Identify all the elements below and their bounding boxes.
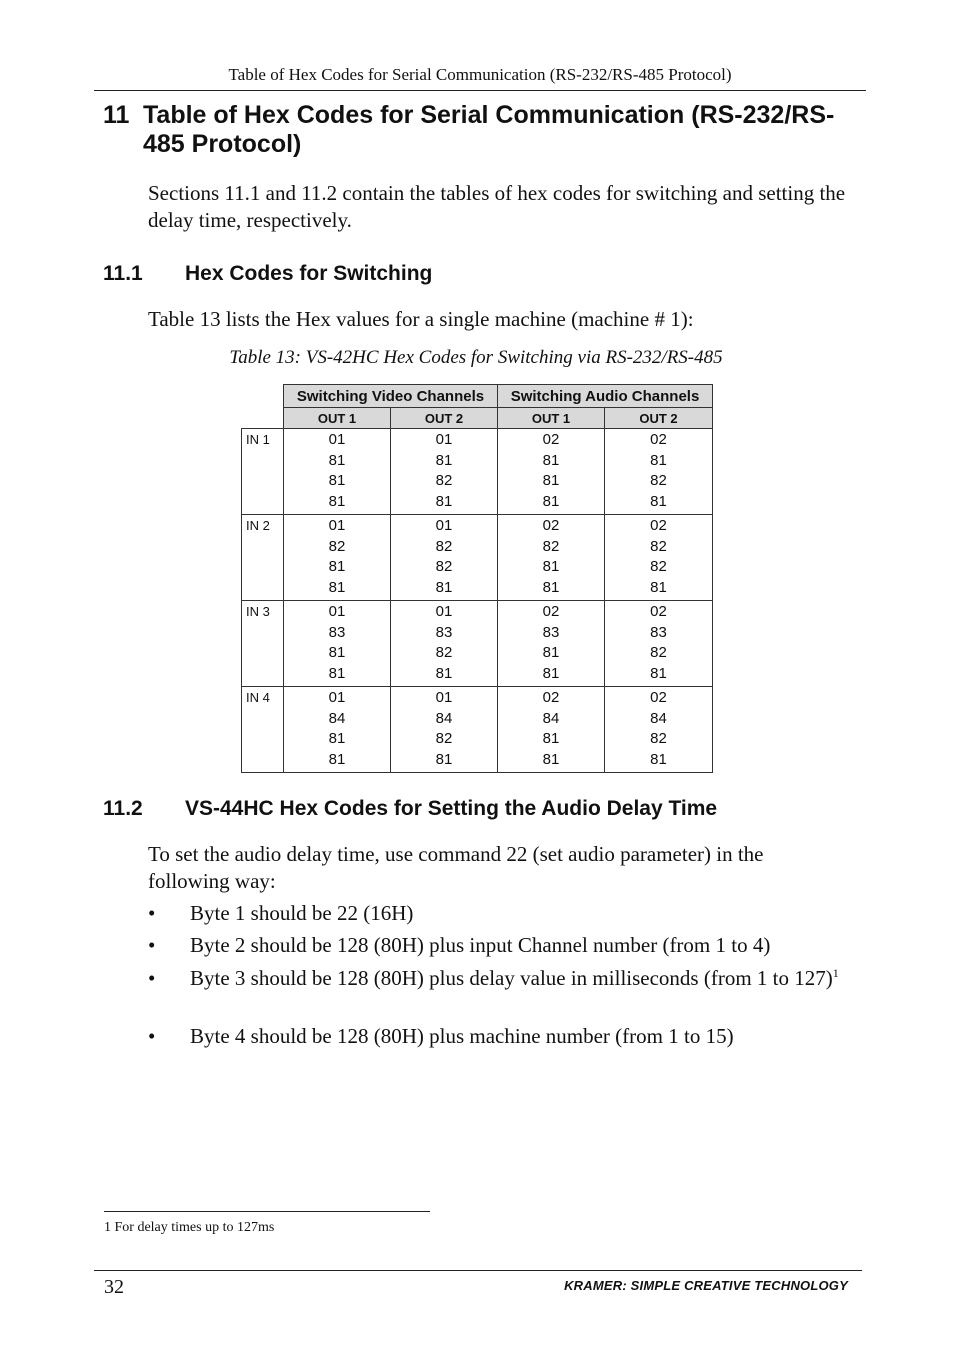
hex-cell bbox=[605, 515, 713, 601]
hex-byte: 81 bbox=[650, 492, 667, 510]
hex-cell bbox=[391, 515, 498, 601]
hex-cell bbox=[284, 515, 391, 601]
hex-byte: 81 bbox=[542, 451, 560, 469]
bullet-text: Byte 2 should be 128 (80H) plus input Channel number (from 1 to 4) bbox=[190, 933, 771, 957]
hex-cell bbox=[498, 687, 605, 773]
hex-byte: 84 bbox=[435, 709, 453, 727]
footer-brand: KRAMER: SIMPLE CREATIVE TECHNOLOGY bbox=[564, 1278, 848, 1293]
column-header: OUT 2 bbox=[391, 408, 498, 429]
section-11-1-title: Hex Codes for Switching bbox=[185, 262, 433, 285]
bullet-symbol: • bbox=[148, 966, 156, 990]
hex-byte: 81 bbox=[435, 664, 453, 682]
footer-rule bbox=[94, 1270, 862, 1271]
hex-byte: 81 bbox=[328, 578, 346, 596]
section-11-2-lead: To set the audio delay time, use command 22 (set audio parameter) in the following way: bbox=[148, 842, 764, 893]
table-row bbox=[242, 515, 713, 601]
column-header: OUT 1 bbox=[284, 408, 391, 429]
hex-byte: 81 bbox=[650, 664, 667, 682]
row-label: IN 4 bbox=[242, 687, 284, 773]
column-header: OUT 2 bbox=[605, 408, 713, 429]
table-group-header-row bbox=[242, 385, 713, 408]
section-11-heading bbox=[103, 101, 863, 159]
hex-codes-table bbox=[241, 384, 713, 773]
hex-cell bbox=[284, 687, 391, 773]
hex-cell bbox=[605, 687, 713, 773]
hex-byte: 02 bbox=[650, 689, 667, 706]
hex-cell bbox=[498, 515, 605, 601]
section-11-1-number: 11.1 bbox=[103, 262, 143, 285]
hex-cell bbox=[391, 687, 498, 773]
section-11-2-title: VS-44HC Hex Codes for Setting the Audio Delay Time bbox=[185, 797, 718, 820]
bullet-text: Byte 3 should be 128 (80H) plus delay value in milliseconds (from 1 to 127) bbox=[190, 966, 833, 990]
hex-cell bbox=[391, 429, 498, 515]
footnote-rule bbox=[104, 1211, 430, 1212]
row-label: IN 3 bbox=[242, 601, 284, 687]
hex-byte: 81 bbox=[435, 578, 453, 596]
hex-byte: 81 bbox=[328, 664, 346, 682]
hex-byte: 82 bbox=[650, 537, 667, 555]
hex-byte: 02 bbox=[542, 603, 560, 620]
hex-byte: 83 bbox=[542, 623, 560, 641]
hex-byte: 81 bbox=[542, 492, 560, 510]
hex-byte: 82 bbox=[650, 558, 667, 575]
hex-cell bbox=[605, 601, 713, 687]
hex-byte: 02 bbox=[542, 689, 560, 706]
hex-byte: 82 bbox=[328, 537, 346, 555]
section-11-2-number: 11.2 bbox=[103, 797, 143, 820]
row-label: IN 1 bbox=[242, 429, 284, 515]
table-out-header-row bbox=[242, 408, 713, 429]
hex-byte: 84 bbox=[328, 709, 346, 727]
hex-byte: 81 bbox=[542, 664, 560, 682]
hex-byte: 81 bbox=[328, 750, 346, 768]
section-11-1-lead: Table 13 lists the Hex values for a single machine (machine # 1): bbox=[148, 307, 694, 331]
hex-byte: 83 bbox=[435, 623, 453, 641]
hex-byte: 02 bbox=[650, 603, 667, 620]
hex-byte: 82 bbox=[435, 558, 453, 575]
hex-cell bbox=[284, 429, 391, 515]
hex-byte: 01 bbox=[435, 431, 453, 448]
bullet-symbol: • bbox=[148, 901, 156, 925]
hex-byte: 01 bbox=[328, 603, 346, 620]
bullet-item bbox=[148, 900, 848, 927]
footnote-marker[interactable]: 1 bbox=[832, 966, 839, 980]
table-row bbox=[242, 601, 713, 687]
hex-byte: 02 bbox=[542, 431, 560, 448]
hex-cell bbox=[498, 429, 605, 515]
header-rule bbox=[94, 90, 866, 91]
table-corner bbox=[242, 385, 284, 408]
hex-byte: 81 bbox=[542, 472, 560, 489]
table-corner bbox=[242, 408, 284, 429]
hex-byte: 81 bbox=[435, 492, 453, 510]
group-header-audio: Switching Audio Channels bbox=[498, 385, 713, 408]
footnote: 1 For delay times up to 127ms bbox=[104, 1220, 275, 1235]
hex-byte: 81 bbox=[542, 644, 560, 661]
hex-byte: 01 bbox=[435, 689, 453, 706]
hex-cell bbox=[284, 601, 391, 687]
section-11-intro: Sections 11.1 and 11.2 contain the tables of hex codes for switching and setting the delay time, respectively. bbox=[148, 181, 846, 232]
hex-byte: 84 bbox=[542, 709, 560, 727]
table-caption: Table 13: VS-42HC Hex Codes for Switching via RS-232/RS-485 bbox=[229, 347, 723, 368]
hex-byte: 82 bbox=[435, 472, 453, 489]
hex-byte: 01 bbox=[328, 689, 346, 706]
hex-byte: 81 bbox=[650, 578, 667, 596]
bullet-item bbox=[148, 1023, 848, 1050]
hex-byte: 01 bbox=[435, 517, 453, 534]
bullet-item bbox=[148, 932, 848, 959]
hex-byte: 84 bbox=[650, 709, 667, 727]
bullet-text: Byte 4 should be 128 (80H) plus machine number (from 1 to 15) bbox=[190, 1024, 734, 1048]
hex-byte: 81 bbox=[328, 644, 346, 661]
hex-byte: 82 bbox=[435, 730, 453, 747]
hex-cell bbox=[498, 601, 605, 687]
column-header: OUT 1 bbox=[498, 408, 605, 429]
hex-byte: 82 bbox=[650, 644, 667, 661]
hex-byte: 01 bbox=[328, 517, 346, 534]
bullet-item bbox=[148, 965, 848, 992]
hex-byte: 81 bbox=[542, 750, 560, 768]
row-label: IN 2 bbox=[242, 515, 284, 601]
hex-byte: 01 bbox=[328, 431, 346, 448]
hex-byte: 81 bbox=[435, 750, 453, 768]
hex-byte: 81 bbox=[328, 730, 346, 747]
hex-cell bbox=[605, 429, 713, 515]
table-row bbox=[242, 687, 713, 773]
page-number: 32 bbox=[104, 1276, 124, 1298]
hex-byte: 81 bbox=[328, 451, 346, 469]
section-11-title: Table of Hex Codes for Serial Communication (RS-232/RS-485 Protocol) bbox=[143, 101, 835, 158]
hex-byte: 02 bbox=[650, 431, 667, 448]
hex-byte: 82 bbox=[542, 537, 560, 555]
hex-byte: 81 bbox=[328, 472, 346, 489]
hex-byte: 81 bbox=[542, 578, 560, 596]
hex-byte: 81 bbox=[328, 558, 346, 575]
hex-byte: 82 bbox=[650, 472, 667, 489]
hex-byte: 81 bbox=[435, 451, 453, 469]
hex-byte: 81 bbox=[650, 451, 667, 469]
hex-byte: 81 bbox=[650, 750, 667, 768]
hex-byte: 81 bbox=[542, 558, 560, 575]
hex-byte: 01 bbox=[435, 603, 453, 620]
running-header: Table of Hex Codes for Serial Communication (RS-232/RS-485 Protocol) bbox=[228, 65, 732, 84]
table-row bbox=[242, 429, 713, 515]
hex-byte: 81 bbox=[328, 492, 346, 510]
bullet-text: Byte 1 should be 22 (16H) bbox=[190, 901, 414, 925]
hex-byte: 02 bbox=[650, 517, 667, 534]
group-header-video: Switching Video Channels bbox=[284, 385, 498, 408]
hex-byte: 81 bbox=[542, 730, 560, 747]
hex-byte: 82 bbox=[650, 730, 667, 747]
bullet-symbol: • bbox=[148, 933, 156, 957]
section-11-number: 11 bbox=[103, 101, 130, 129]
hex-byte: 83 bbox=[328, 623, 346, 641]
bullet-symbol: • bbox=[148, 1024, 156, 1048]
hex-byte: 82 bbox=[435, 537, 453, 555]
hex-byte: 02 bbox=[542, 517, 560, 534]
hex-cell bbox=[391, 601, 498, 687]
hex-byte: 82 bbox=[435, 644, 453, 661]
hex-byte: 83 bbox=[650, 623, 667, 641]
